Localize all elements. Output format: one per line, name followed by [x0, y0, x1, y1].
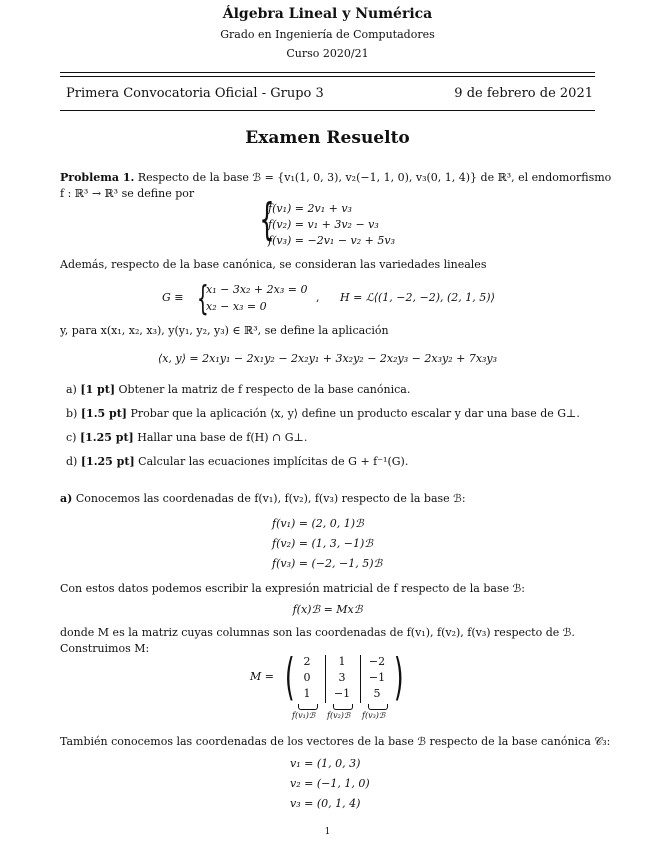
problem-intro-text: Respecto de la base ℬ = {v₁(1, 0, 3), v₂(−1, 1, 0), v₃(0, 1, 4)} de ℝ³, el endomorfismo: [137, 171, 612, 184]
coord-f-v1: f(v₁) = (2, 0, 1)ℬ: [272, 517, 364, 530]
problem-intro-line-2: f : ℝ³ → ℝ³ se define por: [60, 187, 195, 200]
G-H-separator: ,: [316, 291, 320, 304]
page-number: 1: [324, 827, 331, 837]
matrix-right-paren: ): [393, 648, 404, 706]
coord-f-v3: f(v₃) = (−2, −1, 5)ℬ: [272, 557, 383, 570]
product-formula: ⟨x, y⟩ = 2x₁y₁ − 2x₁y₂ − 2x₂y₁ + 3x₂y₂ − 2x₂y₃ − 2x₃y₂ + 7x₃y₃: [157, 352, 498, 365]
G-equation-2: x₂ − x₃ = 0: [206, 300, 267, 313]
matrix-cell: 0: [303, 671, 311, 684]
matrix-expression: f(x)ℬ = Mxℬ: [292, 603, 363, 616]
course-year: Curso 2020/21: [286, 47, 369, 60]
column-label-3: f(v₃)ℬ: [362, 711, 386, 720]
varieties-intro: Además, respecto de la base canónica, se consideran las variedades lineales: [60, 258, 487, 271]
part-text: Probar que la aplicación ⟨x, y⟩ define un producto escalar y dar una base de G⊥.: [130, 407, 580, 420]
matrix-cell: −2: [368, 655, 386, 668]
matrix-cell: 1: [303, 687, 311, 700]
problem-intro-line-1: [60, 171, 611, 184]
matrix-intro: Con estos datos podemos escribir la expresión matricial de f respecto de la base ℬ:: [60, 582, 525, 595]
canonical-intro: También conocemos las coordenadas de los vectores de la base ℬ respecto de la base canónica 𝒞₃:: [60, 735, 611, 748]
H-definition: H = ℒ⟨(1, −2, −2), (2, 1, 5)⟩: [340, 291, 495, 304]
matrix-left-paren: (: [284, 648, 295, 706]
column-label-2: f(v₂)ℬ: [327, 711, 351, 720]
system-eq-2: f(v₂) = v₁ + 3v₂ − v₃: [268, 218, 379, 231]
part-points: [1 pt]: [80, 383, 116, 396]
column-underbrace-2: [333, 704, 353, 710]
part-d: [66, 455, 408, 468]
page-title: Examen Resuelto: [245, 128, 410, 148]
exam-date: 9 de febrero de 2021: [454, 86, 593, 101]
part-label: a): [66, 383, 77, 396]
part-label: c): [66, 431, 77, 444]
part-points: [1.5 pt]: [80, 407, 127, 420]
part-points: [1.25 pt]: [79, 431, 134, 444]
matrix-separator-2: [360, 655, 361, 703]
G-brace: {: [196, 279, 209, 319]
matrix-cell: −1: [368, 671, 386, 684]
system-eq-1: f(v₁) = 2v₁ + v₃: [268, 202, 352, 215]
solution-a-text: Conocemos las coordenadas de f(v₁), f(v₂), f(v₃) respecto de la base ℬ:: [75, 492, 466, 505]
problem-heading: Problema 1.: [60, 171, 135, 184]
part-text: Hallar una base de f(H) ∩ G⊥.: [137, 431, 308, 444]
coord-f-v2: f(v₂) = (1, 3, −1)ℬ: [272, 537, 373, 550]
degree-name: Grado en Ingeniería de Computadores: [220, 28, 435, 41]
part-c: [66, 431, 307, 444]
G-label: G ≡: [162, 291, 184, 304]
column-underbrace-3: [368, 704, 388, 710]
matrix-cell: 1: [338, 655, 346, 668]
matrix-cell: −1: [333, 687, 351, 700]
G-equation-1: x₁ − 3x₂ + 2x₃ = 0: [206, 283, 308, 296]
where-line-1: donde M es la matriz cuyas columnas son las coordenadas de f(v₁), f(v₂), f(v₃) respecto de ℬ.: [60, 626, 575, 639]
part-points: [1.25 pt]: [80, 455, 135, 468]
basis-vector-v1: v₁ = (1, 0, 3): [290, 757, 361, 770]
column-underbrace-1: [298, 704, 318, 710]
column-label-1: f(v₁)ℬ: [292, 711, 316, 720]
matrix-cell: 5: [373, 687, 381, 700]
matrix-separator-1: [325, 655, 326, 703]
matrix-cell: 2: [303, 655, 311, 668]
part-text: Calcular las ecuaciones implícitas de G + f⁻¹(G).: [138, 455, 409, 468]
matrix-label: M =: [250, 670, 274, 683]
solution-a-intro: [60, 492, 466, 505]
header-rule-bottom: [60, 110, 595, 111]
system-eq-3: f(v₃) = −2v₁ − v₂ + 5v₃: [268, 234, 395, 247]
system-brace: {: [259, 194, 275, 245]
product-intro: y, para x(x₁, x₂, x₃), y(y₁, y₂, y₃) ∈ ℝ³, se define la aplicación: [60, 324, 389, 337]
basis-vector-v2: v₂ = (−1, 1, 0): [290, 777, 370, 790]
header-rule-top-2: [60, 76, 595, 77]
part-b: [66, 407, 580, 420]
part-text: Obtener la matriz de f respecto de la base canónica.: [118, 383, 411, 396]
part-label: d): [66, 455, 78, 468]
exam-session: Primera Convocatoria Oficial - Grupo 3: [66, 86, 324, 101]
header-rule-top: [60, 72, 595, 73]
course-title: Álgebra Lineal y Numérica: [222, 6, 433, 22]
matrix-cell: 3: [338, 671, 346, 684]
solution-a-label: a): [60, 492, 73, 505]
part-a: [66, 383, 410, 396]
basis-vector-v3: v₃ = (0, 1, 4): [290, 797, 361, 810]
part-label: b): [66, 407, 78, 420]
where-line-2: Construimos M:: [60, 642, 150, 655]
